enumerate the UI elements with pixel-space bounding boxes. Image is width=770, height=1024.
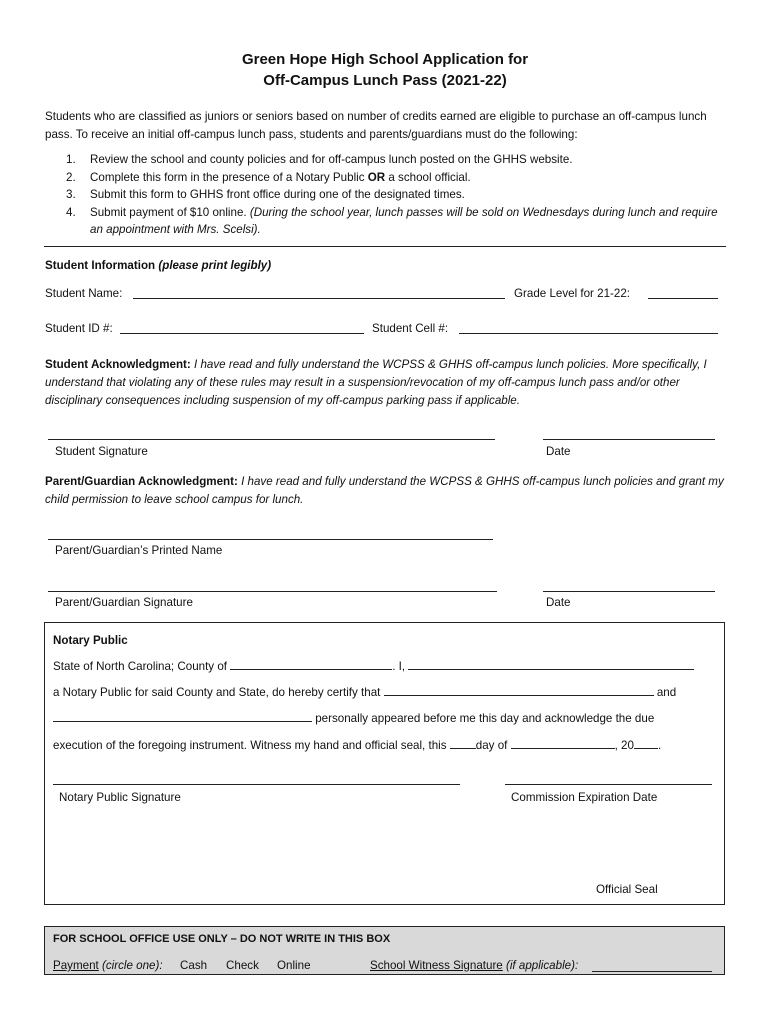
certified-person-field[interactable] bbox=[384, 684, 654, 696]
notary-line-1: State of North Carolina; County of . I, bbox=[53, 658, 694, 675]
student-date-field[interactable] bbox=[543, 439, 715, 440]
school-witness-signature-field[interactable] bbox=[592, 971, 712, 972]
form-title-line-1: Green Hope High School Application for bbox=[241, 51, 529, 68]
step-text: Review the school and county policies and for off-campus lunch posted on the GHHS website. bbox=[90, 153, 573, 166]
student-acknowledgment: Student Acknowledgment: I have read and fully understand the WCPSS & GHHS off-campus lunch policies. More specifically, I understand that violating any of these rules may result in a suspension/revocation of my off-campus lunch pass and/or other disciplinary consequences including suspension of my off-campus parking pass if applicable. bbox=[45, 358, 707, 407]
notary-signature-label: Notary Public Signature bbox=[59, 791, 181, 804]
commission-expiration-label: Commission Expiration Date bbox=[511, 791, 658, 804]
notary-line-2: a Notary Public for said County and State, do hereby certify that and bbox=[53, 686, 677, 699]
student-date-label: Date bbox=[546, 445, 571, 458]
parent-signature-label: Parent/Guardian Signature bbox=[55, 596, 193, 609]
intro-paragraph: Students who are classified as juniors or seniors based on number of credits earned are eligible to purchase an off-campus lunch pass. To receive an initial off-campus lunch pass, students and parents/guardians must do the following: bbox=[45, 110, 707, 141]
step-item: 4. Submit payment of $10 online. (During the school year, lunch passes will be sold on Wednesdays during lunch and require an appointment with Mrs. Scelsi). bbox=[66, 205, 718, 236]
county-field[interactable] bbox=[230, 658, 392, 670]
payment-option-online[interactable]: Online bbox=[277, 959, 311, 972]
payment-option-cash[interactable]: Cash bbox=[180, 959, 208, 972]
step-item: 2. Complete this form in the presence of a Notary Public OR a school official. bbox=[66, 170, 471, 184]
parent-printed-name-label: Parent/Guardian’s Printed Name bbox=[55, 544, 223, 557]
parent-date-field[interactable] bbox=[543, 591, 715, 592]
second-person-field[interactable] bbox=[53, 710, 312, 722]
student-cell-field[interactable] bbox=[459, 333, 718, 334]
step-item: 1. Review the school and county policies and for off-campus lunch posted on the GHHS website. bbox=[66, 153, 573, 166]
notary-line-3: personally appeared before me this day and acknowledge the due bbox=[53, 710, 654, 727]
payment-row: Payment (circle one): bbox=[53, 959, 163, 972]
form-title-line-2: Off-Campus Lunch Pass (2021-22) bbox=[263, 72, 507, 89]
parent-date-label: Date bbox=[546, 596, 571, 609]
step-note: (During the school year, lunch passes will be sold on Wednesdays during lunch and require an appointment with Mrs. Scelsi). bbox=[90, 205, 718, 236]
section-divider bbox=[44, 246, 726, 247]
month-field[interactable] bbox=[511, 737, 615, 749]
notary-signature-field[interactable] bbox=[53, 784, 460, 785]
student-id-label: Student ID #: bbox=[45, 322, 113, 335]
student-cell-label: Student Cell #: bbox=[372, 322, 449, 335]
step-emphasis: OR bbox=[367, 170, 386, 184]
day-field[interactable] bbox=[450, 737, 476, 749]
student-signature-label: Student Signature bbox=[55, 445, 148, 458]
student-name-field[interactable] bbox=[133, 298, 505, 299]
step-item: 3. Submit this form to GHHS front office during one of the designated times. bbox=[66, 188, 465, 201]
school-witness-label: School Witness Signature (if applicable): bbox=[370, 959, 579, 972]
student-id-field[interactable] bbox=[120, 333, 364, 334]
parent-acknowledgment: Parent/Guardian Acknowledgment: I have read and fully understand the WCPSS & GHHS off-campus lunch policies and grant my child permission to leave school campus for lunch. bbox=[45, 475, 724, 506]
step-text: Submit this form to GHHS front office during one of the designated times. bbox=[90, 188, 465, 201]
notary-name-field[interactable] bbox=[408, 658, 694, 670]
official-seal-label: Official Seal bbox=[596, 883, 658, 896]
steps-list bbox=[66, 151, 726, 239]
year-field[interactable] bbox=[634, 737, 658, 749]
notary-line-4: execution of the foregoing instrument. Witness my hand and official seal, this day of , 20 . bbox=[53, 739, 662, 752]
student-info-heading: Student Information (please print legibly) bbox=[45, 259, 272, 272]
payment-option-check[interactable]: Check bbox=[226, 959, 259, 972]
parent-signature-field[interactable] bbox=[48, 591, 497, 592]
student-name-label: Student Name: bbox=[45, 287, 123, 300]
grade-level-label: Grade Level for 21-22: bbox=[514, 287, 631, 300]
commission-expiration-field[interactable] bbox=[505, 784, 712, 785]
office-use-heading: FOR SCHOOL OFFICE USE ONLY – DO NOT WRITE IN THIS BOX bbox=[53, 933, 391, 945]
grade-level-field[interactable] bbox=[648, 298, 718, 299]
notary-heading: Notary Public bbox=[53, 634, 128, 647]
student-signature-field[interactable] bbox=[48, 439, 495, 440]
parent-printed-name-field[interactable] bbox=[48, 539, 493, 540]
